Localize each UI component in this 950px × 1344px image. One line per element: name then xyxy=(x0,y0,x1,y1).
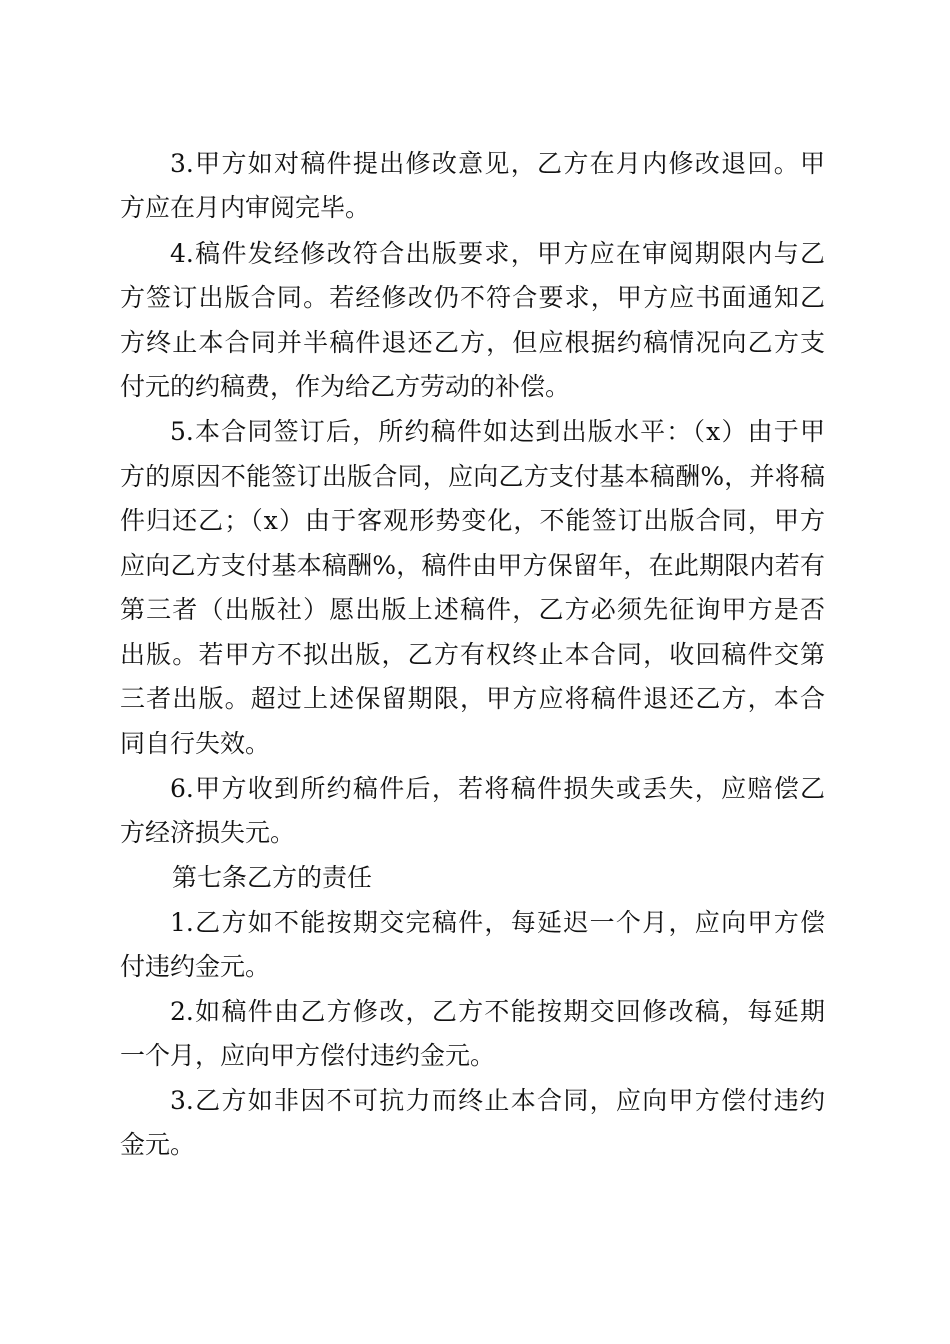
section-item-3-line-2: 金元。 xyxy=(120,1130,196,1159)
paragraph-5-line-3: 件归还乙；（x）由于客观形势变化，不能签订出版合同，甲方 xyxy=(120,506,825,535)
section-item-2-line-2: 一个月，应向甲方偿付违约金元。 xyxy=(120,1041,496,1070)
paragraph-5-line-1: 5.本合同签订后，所约稿件如达到出版水平：（x）由于甲 xyxy=(170,417,825,446)
paragraph-3-line-2: 方应在月内审阅完毕。 xyxy=(120,193,371,222)
section-item-1-line-2: 付违约金元。 xyxy=(120,952,271,981)
paragraph-5-line-2: 方的原因不能签订出版合同，应向乙方支付基本稿酬%，并将稿 xyxy=(120,462,825,491)
paragraph-5-line-7: 三者出版。超过上述保留期限，甲方应将稿件退还乙方，本合 xyxy=(120,684,825,713)
paragraph-5-line-4: 应向乙方支付基本稿酬%，稿件由甲方保留年，在此期限内若有 xyxy=(120,551,825,580)
paragraph-3-line-1: 3.甲方如对稿件提出修改意见，乙方在月内修改退回。甲 xyxy=(170,149,825,178)
section-item-2-line-1: 2.如稿件由乙方修改，乙方不能按期交回修改稿，每延期 xyxy=(170,997,825,1026)
paragraph-6-line-2: 方经济损失元。 xyxy=(120,818,296,847)
paragraph-5-line-5: 第三者（出版社）愿出版上述稿件，乙方必须先征询甲方是否 xyxy=(120,595,825,624)
paragraph-4-line-3: 方终止本合同并半稿件退还乙方，但应根据约稿情况向乙方支 xyxy=(120,328,825,357)
paragraph-4-line-2: 方签订出版合同。若经修改仍不符合要求，甲方应书面通知乙 xyxy=(120,283,825,312)
section-heading: 第七条乙方的责任 xyxy=(172,863,373,892)
paragraph-6-line-1: 6.甲方收到所约稿件后，若将稿件损失或丢失，应赔偿乙 xyxy=(170,774,825,803)
paragraph-5-line-8: 同自行失效。 xyxy=(120,729,271,758)
section-item-1-line-1: 1.乙方如不能按期交完稿件，每延迟一个月，应向甲方偿 xyxy=(170,908,825,937)
section-item-3-line-1: 3.乙方如非因不可抗力而终止本合同，应向甲方偿付违约 xyxy=(170,1086,825,1115)
paragraph-4-line-4: 付元的约稿费，作为给乙方劳动的补偿。 xyxy=(120,372,571,401)
paragraph-5-line-6: 出版。若甲方不拟出版，乙方有权终止本合同，收回稿件交第 xyxy=(120,640,825,669)
paragraph-4-line-1: 4.稿件发经修改符合出版要求，甲方应在审阅期限内与乙 xyxy=(170,239,825,268)
